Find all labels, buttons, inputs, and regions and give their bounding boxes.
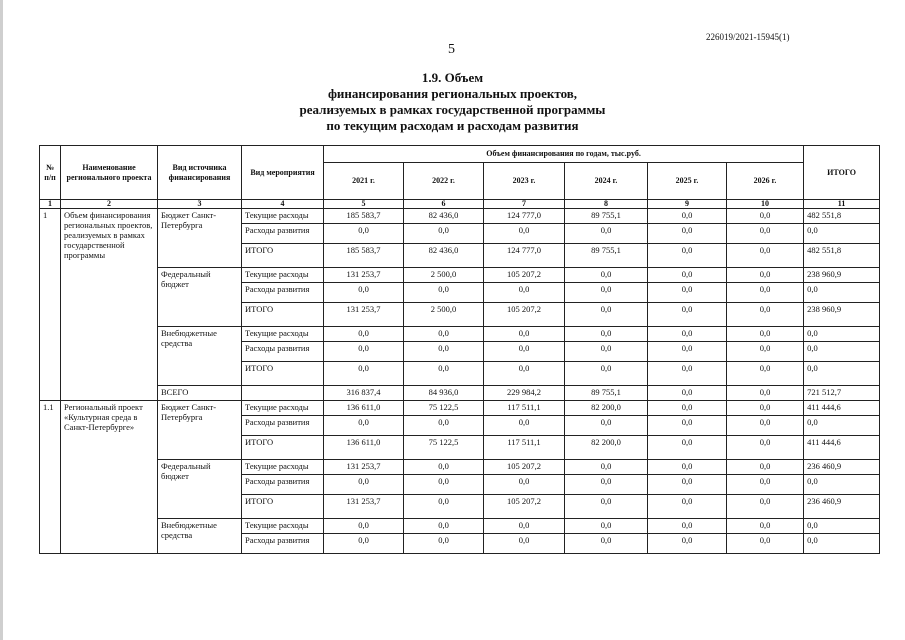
year-value: 0,0: [565, 362, 648, 386]
page-title: [0, 70, 905, 134]
year-value: 0,0: [648, 519, 727, 534]
year-value: 0,0: [324, 224, 404, 244]
header-volume: Объем финансирования по годам, тыс.руб.: [324, 146, 804, 163]
row-total: 411 444,6: [804, 401, 880, 416]
year-value: 0,0: [565, 342, 648, 362]
year-value: 0,0: [727, 209, 804, 224]
row-total: 238 960,9: [804, 268, 880, 283]
row-total: 482 551,8: [804, 209, 880, 224]
year-value: 131 253,7: [324, 495, 404, 519]
year-value: 0,0: [727, 436, 804, 460]
year-value: 82 200,0: [565, 436, 648, 460]
year-value: 0,0: [565, 224, 648, 244]
year-value: 0,0: [648, 209, 727, 224]
year-value: 0,0: [727, 534, 804, 554]
year-value: 0,0: [648, 303, 727, 327]
year-value: 0,0: [484, 475, 565, 495]
year-value: 0,0: [565, 268, 648, 283]
title-line-3: реализуемых в рамках государственной программы: [299, 102, 606, 117]
row-total: 0,0: [804, 283, 880, 303]
row-total: 0,0: [804, 475, 880, 495]
year-value: 0,0: [648, 495, 727, 519]
project-name: Региональный проект «Культурная среда в Санкт-Петербурге»: [61, 401, 158, 554]
year-value: 0,0: [648, 224, 727, 244]
activity-type: Расходы развития: [242, 283, 324, 303]
year-value: 0,0: [484, 327, 565, 342]
year-value: 0,0: [565, 475, 648, 495]
year-value: 0,0: [648, 401, 727, 416]
funding-source: Федеральный бюджет: [158, 268, 242, 327]
year-value: 0,0: [648, 362, 727, 386]
year-value: 84 936,0: [404, 386, 484, 401]
year-value: 75 122,5: [404, 401, 484, 416]
row-total: 236 460,9: [804, 460, 880, 475]
row-total: 0,0: [804, 519, 880, 534]
table-row: [40, 327, 880, 342]
column-number: 9: [648, 200, 727, 209]
year-value: 0,0: [727, 401, 804, 416]
year-value: 0,0: [648, 416, 727, 436]
year-value: 89 755,1: [565, 386, 648, 401]
row-total: 0,0: [804, 327, 880, 342]
year-value: 0,0: [404, 362, 484, 386]
column-number: 1: [40, 200, 61, 209]
year-value: 185 583,7: [324, 244, 404, 268]
year-value: 0,0: [565, 303, 648, 327]
column-number: 5: [324, 200, 404, 209]
year-value: 89 755,1: [565, 244, 648, 268]
row-total: 236 460,9: [804, 495, 880, 519]
year-value: 0,0: [648, 460, 727, 475]
row-total: 411 444,6: [804, 436, 880, 460]
funding-source: Бюджет Санкт-Петербурга: [158, 209, 242, 268]
year-value: 0,0: [404, 283, 484, 303]
year-value: 0,0: [565, 460, 648, 475]
year-value: 82 200,0: [565, 401, 648, 416]
table-row: [40, 460, 880, 475]
table-body: [40, 209, 880, 554]
year-value: 136 611,0: [324, 401, 404, 416]
year-value: 105 207,2: [484, 495, 565, 519]
title-line-1: 1.9. Объем: [421, 70, 484, 85]
year-value: 0,0: [727, 342, 804, 362]
year-value: 105 207,2: [484, 268, 565, 283]
year-value: 2 500,0: [404, 303, 484, 327]
header-year: 2024 г.: [565, 163, 648, 200]
row-total: 238 960,9: [804, 303, 880, 327]
year-value: 0,0: [324, 362, 404, 386]
grand-total-value: 721 512,7: [804, 386, 880, 401]
year-value: 0,0: [565, 283, 648, 303]
activity-type: Текущие расходы: [242, 209, 324, 224]
year-value: 0,0: [727, 224, 804, 244]
year-value: 0,0: [648, 475, 727, 495]
year-value: 0,0: [324, 283, 404, 303]
row-total: 0,0: [804, 362, 880, 386]
activity-type: Текущие расходы: [242, 401, 324, 416]
year-value: 0,0: [727, 386, 804, 401]
year-value: 0,0: [484, 534, 565, 554]
year-value: 0,0: [484, 283, 565, 303]
year-value: 0,0: [727, 475, 804, 495]
funding-source: Федеральный бюджет: [158, 460, 242, 519]
year-value: 82 436,0: [404, 209, 484, 224]
activity-type: Текущие расходы: [242, 460, 324, 475]
year-value: 0,0: [484, 224, 565, 244]
header-activity: Вид мероприятия: [242, 146, 324, 200]
row-total: 0,0: [804, 534, 880, 554]
column-number: 6: [404, 200, 484, 209]
activity-type: Текущие расходы: [242, 519, 324, 534]
year-value: 131 253,7: [324, 268, 404, 283]
header-total: ИТОГО: [804, 146, 880, 200]
grand-total-activity: [242, 386, 324, 401]
year-value: 105 207,2: [484, 303, 565, 327]
title-line-4: по текущим расходам и расходам развития: [326, 118, 579, 133]
year-value: 0,0: [565, 519, 648, 534]
column-number: 10: [727, 200, 804, 209]
row-number: 1: [40, 209, 61, 401]
year-value: 0,0: [727, 362, 804, 386]
header-source: Вид источника финансирования: [158, 146, 242, 200]
year-value: 0,0: [565, 327, 648, 342]
year-value: 0,0: [324, 519, 404, 534]
grand-total-label: ВСЕГО: [158, 386, 242, 401]
year-value: 0,0: [404, 460, 484, 475]
year-value: 0,0: [727, 283, 804, 303]
year-value: 124 777,0: [484, 209, 565, 224]
year-value: 0,0: [324, 327, 404, 342]
year-value: 0,0: [404, 342, 484, 362]
year-value: 0,0: [727, 416, 804, 436]
year-value: 0,0: [648, 268, 727, 283]
year-value: 0,0: [565, 495, 648, 519]
column-number: 11: [804, 200, 880, 209]
funding-source: Внебюджетные средства: [158, 519, 242, 554]
activity-type: ИТОГО: [242, 362, 324, 386]
activity-type: Текущие расходы: [242, 268, 324, 283]
year-value: 0,0: [648, 283, 727, 303]
column-number: 7: [484, 200, 565, 209]
year-value: 0,0: [727, 495, 804, 519]
header-year: 2026 г.: [727, 163, 804, 200]
year-value: 0,0: [484, 416, 565, 436]
year-value: 75 122,5: [404, 436, 484, 460]
column-number: 2: [61, 200, 158, 209]
header-year: 2022 г.: [404, 163, 484, 200]
financing-table: [39, 145, 880, 554]
year-value: 316 837,4: [324, 386, 404, 401]
year-value: 0,0: [648, 244, 727, 268]
year-value: 0,0: [648, 386, 727, 401]
year-value: 0,0: [648, 534, 727, 554]
year-value: 0,0: [727, 519, 804, 534]
project-name: Объем финансирования региональных проектов, реализуемых в рамках государственной программы: [61, 209, 158, 401]
row-total: 0,0: [804, 416, 880, 436]
year-value: 0,0: [727, 303, 804, 327]
table-row: [40, 209, 880, 224]
header-project: Наименование регионального проекта: [61, 146, 158, 200]
year-value: 0,0: [648, 342, 727, 362]
year-value: 131 253,7: [324, 460, 404, 475]
year-value: 0,0: [324, 342, 404, 362]
header-year: 2021 г.: [324, 163, 404, 200]
year-value: 0,0: [648, 436, 727, 460]
year-value: 105 207,2: [484, 460, 565, 475]
funding-source: Внебюджетные средства: [158, 327, 242, 386]
column-number: 8: [565, 200, 648, 209]
table-row: [40, 268, 880, 283]
year-value: 0,0: [484, 362, 565, 386]
activity-type: ИТОГО: [242, 495, 324, 519]
year-value: 0,0: [404, 327, 484, 342]
column-number: 3: [158, 200, 242, 209]
title-line-2: финансирования региональных проектов,: [327, 86, 578, 101]
activity-type: Расходы развития: [242, 534, 324, 554]
header-num: № п/п: [40, 146, 61, 200]
year-value: 2 500,0: [404, 268, 484, 283]
activity-type: Расходы развития: [242, 475, 324, 495]
activity-type: Расходы развития: [242, 224, 324, 244]
grand-total-row: [40, 386, 880, 401]
year-value: 0,0: [484, 519, 565, 534]
row-total: 0,0: [804, 224, 880, 244]
row-total: 0,0: [804, 342, 880, 362]
table-row: [40, 401, 880, 416]
year-value: 229 984,2: [484, 386, 565, 401]
year-value: 0,0: [324, 534, 404, 554]
year-value: 89 755,1: [565, 209, 648, 224]
year-value: 0,0: [484, 342, 565, 362]
year-value: 0,0: [565, 534, 648, 554]
year-value: 0,0: [727, 460, 804, 475]
year-value: 0,0: [565, 416, 648, 436]
year-value: 0,0: [727, 327, 804, 342]
year-value: 0,0: [404, 475, 484, 495]
row-total: 482 551,8: [804, 244, 880, 268]
year-value: 82 436,0: [404, 244, 484, 268]
year-value: 185 583,7: [324, 209, 404, 224]
year-value: 0,0: [727, 244, 804, 268]
year-value: 117 511,1: [484, 436, 565, 460]
year-value: 136 611,0: [324, 436, 404, 460]
year-value: 117 511,1: [484, 401, 565, 416]
table-row: [40, 519, 880, 534]
year-value: 0,0: [727, 268, 804, 283]
year-value: 0,0: [648, 327, 727, 342]
year-value: 124 777,0: [484, 244, 565, 268]
activity-type: ИТОГО: [242, 244, 324, 268]
funding-source: Бюджет Санкт-Петербурга: [158, 401, 242, 460]
year-value: 0,0: [324, 475, 404, 495]
activity-type: ИТОГО: [242, 303, 324, 327]
activity-type: Расходы развития: [242, 416, 324, 436]
column-number: 4: [242, 200, 324, 209]
header-year: 2023 г.: [484, 163, 565, 200]
year-value: 0,0: [324, 416, 404, 436]
year-value: 0,0: [404, 416, 484, 436]
year-value: 0,0: [404, 495, 484, 519]
page-number: 5: [448, 42, 455, 57]
year-value: 0,0: [404, 519, 484, 534]
document-number: 226019/2021-15945(1): [706, 32, 790, 42]
header-year: 2025 г.: [648, 163, 727, 200]
year-value: 0,0: [404, 224, 484, 244]
year-value: 0,0: [404, 534, 484, 554]
activity-type: Расходы развития: [242, 342, 324, 362]
year-value: 131 253,7: [324, 303, 404, 327]
row-number: 1.1: [40, 401, 61, 554]
activity-type: Текущие расходы: [242, 327, 324, 342]
activity-type: ИТОГО: [242, 436, 324, 460]
